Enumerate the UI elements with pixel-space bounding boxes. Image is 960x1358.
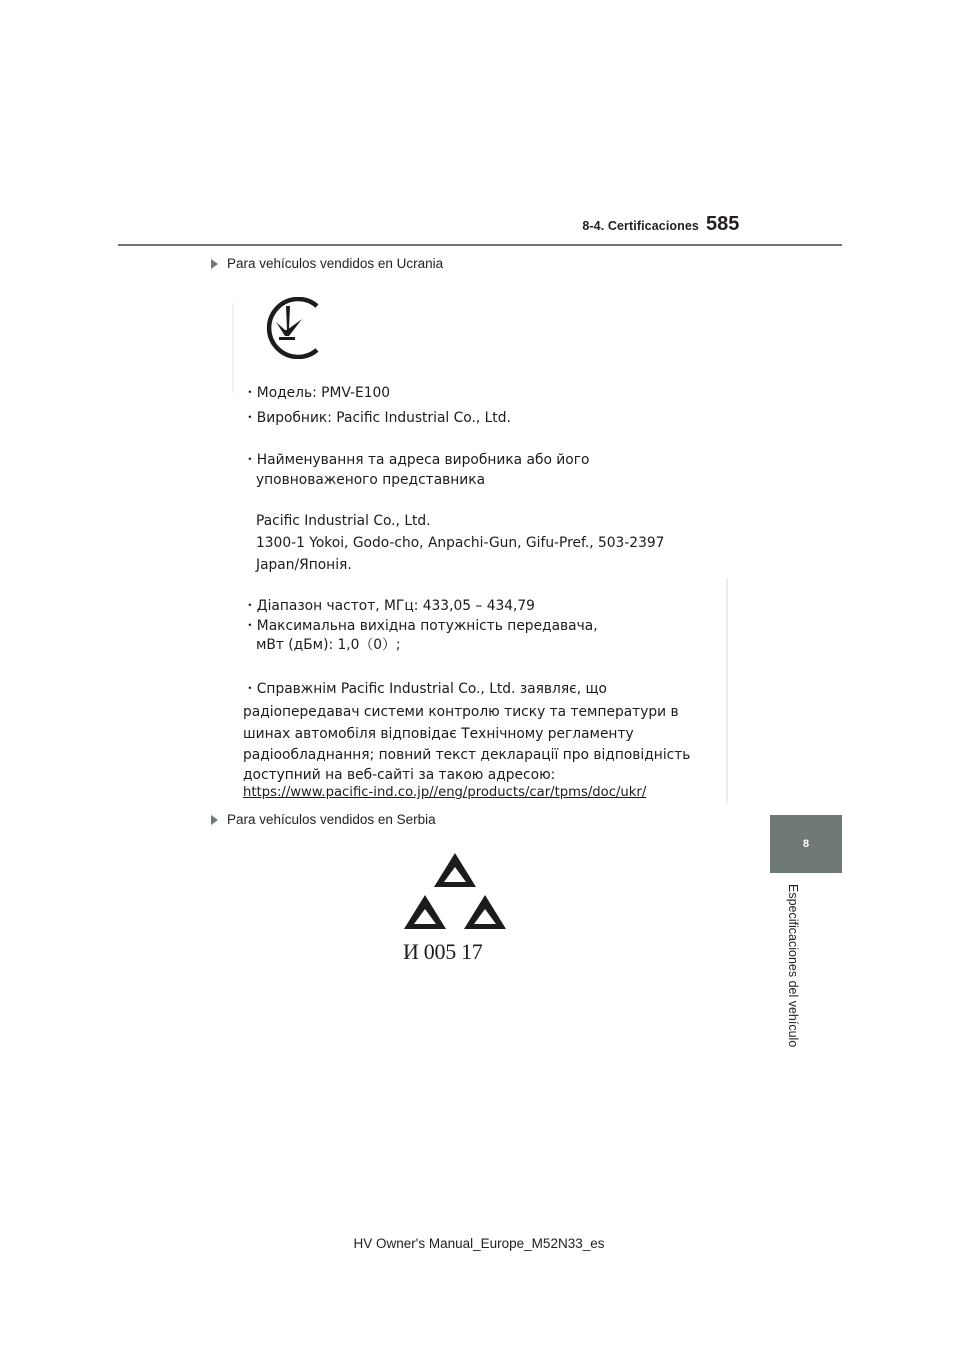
serbia-heading-text: Para vehículos vendidos en Serbia [227, 812, 436, 827]
chapter-tab: 8 [770, 815, 842, 873]
chapter-label [768, 884, 818, 1064]
ukrsepro-mark-icon [256, 297, 324, 359]
ukraine-heading [211, 256, 443, 271]
ua-line-company: Pacific Industrial Co., Ltd. [256, 513, 431, 529]
serbia-mark-icon [400, 849, 510, 931]
certificate-edge [726, 578, 728, 803]
certificate-edge [232, 303, 234, 393]
page-number: 585 [706, 213, 740, 235]
ua-line-country: Japan/Японія. [256, 557, 352, 573]
ua-line-declaration-1: ・Справжнім Pacific Industrial Co., Ltd. заявляє, що [243, 681, 607, 697]
serbia-heading [211, 812, 436, 827]
ua-line-representative: уповноваженого представника [256, 472, 486, 488]
ua-declaration-url[interactable]: https://www.pacific-ind.co.jp//eng/products/car/tpms/doc/ukr/ [243, 785, 647, 800]
triangle-bullet-icon [211, 259, 218, 269]
ua-line-power: ・Максимальна вихідна потужність передавача, [243, 618, 598, 634]
triangle-bullet-icon [211, 815, 218, 825]
ua-line-manufacturer: ・Виробник: Pacific Industrial Co., Ltd. [243, 410, 511, 426]
ua-line-model: ・Модель: PMV-E100 [243, 385, 391, 401]
ua-line-address: 1300-1 Yokoi, Godo-cho, Anpachi-Gun, Gifu-Pref., 503-2397 [256, 535, 665, 551]
ua-line-power-value: мВт (дБм): 1,0（0）; [256, 637, 401, 653]
section-title: 8-4. Certificaciones [582, 219, 699, 233]
ukraine-heading-text: Para vehículos vendidos en Ucrania [227, 256, 444, 271]
footer-text: HV Owner's Manual_Europe_M52N33_es [353, 1236, 605, 1251]
ua-line-declaration-4: радіообладнання; повний текст декларації про відповідність [243, 747, 691, 763]
ua-line-declaration-3: шинах автомобіля відповідає Технічному регламенту [243, 726, 634, 742]
ua-line-frequency: ・Діапазон частот, МГц: 433,05 – 434,79 [243, 598, 535, 614]
ua-line-declaration-2: радіопередавач системи контролю тиску та температури в [243, 704, 679, 720]
chapter-label-text: Especificaciones del vehículo [786, 884, 800, 1048]
header-rule [118, 244, 842, 246]
serbia-approval-code: И 005 17 [403, 939, 483, 964]
ua-line-declaration-5: доступний на веб-сайті за такою адресою: [243, 767, 556, 783]
ua-line-name-address: ・Найменування та адреса виробника або його [243, 452, 590, 468]
